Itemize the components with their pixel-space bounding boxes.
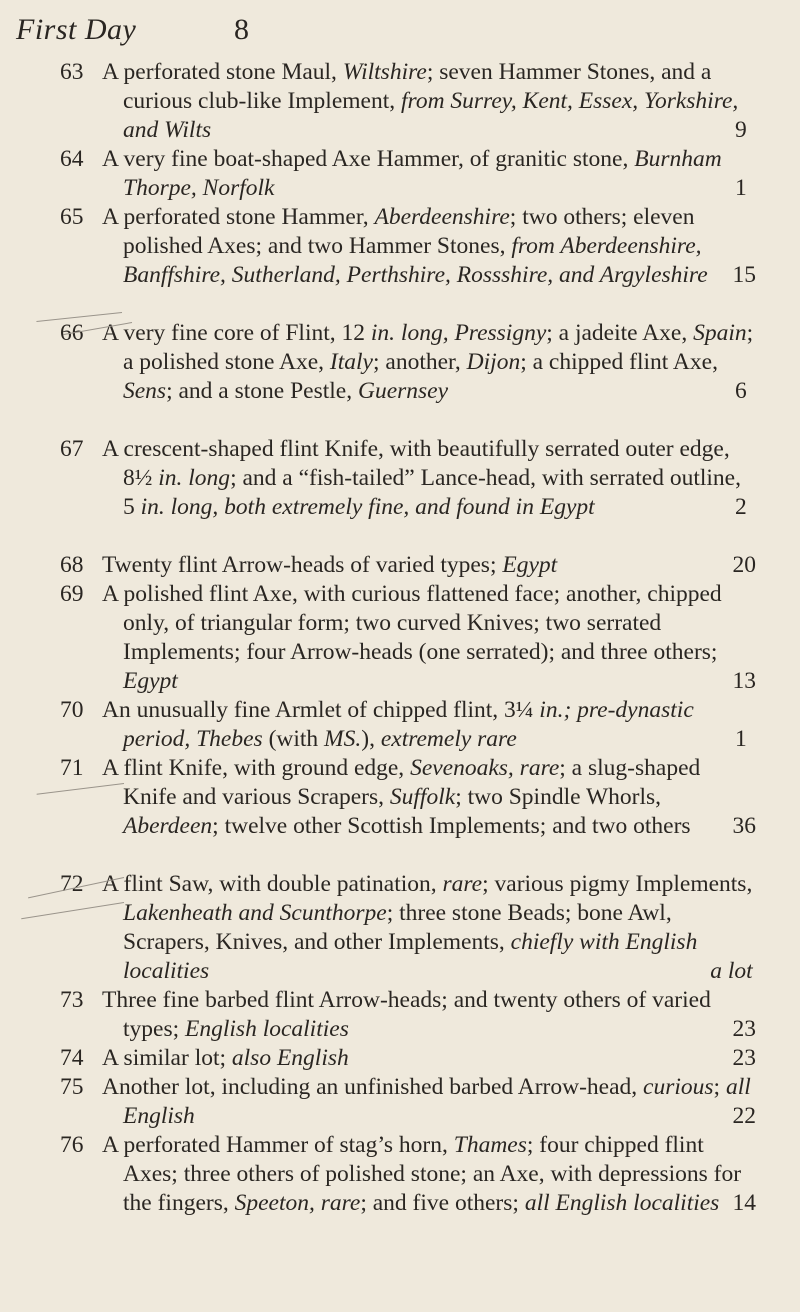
lot-description-italic: Suffolk	[389, 784, 456, 810]
lot-number: 72	[60, 871, 84, 897]
lot-description-text: ; two Spindle Whorls,	[455, 784, 662, 810]
lot-description-text: A very fine core of Flint, 12	[102, 320, 371, 346]
lot-number: 76	[60, 1132, 84, 1158]
lot-description-text: A similar lot;	[102, 1045, 232, 1071]
lot-description-text: ; three stone Beads; bone Awl, Scrapers, Knives, and other Implements,	[123, 900, 672, 955]
lot-entry	[60, 203, 756, 290]
lot-description-italic: extremely rare	[380, 726, 517, 752]
lot-description-italic: Wiltshire	[342, 59, 427, 85]
lot-description	[102, 986, 756, 1044]
lot-number: 74	[60, 1045, 84, 1071]
lot-description	[102, 1044, 756, 1073]
lot-quantity: 13	[732, 668, 756, 694]
lot-description-italic: in.; pre-dynastic period, Thebes	[123, 697, 694, 752]
lot-description-text: Another lot, including an unfinished barbed Arrow-head,	[102, 1074, 644, 1100]
lot-description-italic: also English	[231, 1045, 349, 1071]
lot-description-text: An unusually fine Armlet of chipped flint, 3¼	[102, 697, 540, 723]
lot-description-text: ; another,	[372, 349, 467, 375]
lot-entry	[60, 319, 756, 406]
lot-description-text: ; two others; eleven polished Axes; and two Hammer Stones,	[123, 204, 695, 259]
lot-number: 66	[60, 320, 84, 346]
lot-description-text: ; seven Hammer Stones, and a curious club-like Implement,	[123, 59, 712, 114]
lot-description-text: ; twelve other Scottish Implements; and two others	[212, 813, 691, 839]
lot-description	[102, 1131, 756, 1218]
lot-description-text: ),	[361, 726, 381, 752]
lot-description-text: Twenty flint Arrow-heads of varied types;	[102, 552, 503, 578]
lot-number: 65	[60, 204, 84, 230]
lot-description-italic: from Surrey, Kent, Essex, Yorkshire, and Wilts	[123, 88, 739, 143]
lot-description-text: ; a polished stone Axe,	[123, 320, 754, 375]
lot-entry	[60, 870, 756, 986]
page-number: 8	[234, 13, 250, 46]
lot-description-italic: Egypt	[502, 552, 558, 578]
lot-entry	[60, 986, 756, 1044]
lot-description-italic: in. long, Pressigny	[370, 320, 547, 346]
lot-description-text: A polished flint Axe, with curious flattened face; another, chipped only, of triangular form; two curved Knives; two serrated Implements; four Arrow-heads (one serrated); and three others;	[102, 581, 722, 665]
lot-entry	[60, 580, 756, 696]
lot-description-italic: in. long, both extremely fine, and found in Egypt	[140, 494, 595, 520]
lot-description-italic: from Aberdeenshire, Banffshire, Sutherland, Perthshire, Rossshire, and Argyleshire	[123, 233, 708, 288]
lot-description-text: (with	[262, 726, 325, 752]
lot-entry	[60, 696, 756, 754]
lot-quantity: 23	[732, 1045, 756, 1071]
lot-entry	[60, 754, 756, 841]
lot-description	[102, 754, 756, 841]
lot-description	[102, 435, 756, 522]
page-title: First Day	[16, 13, 137, 46]
lot-description	[102, 551, 756, 580]
lot-number: 73	[60, 987, 84, 1013]
lot-description-italic: all English	[123, 1074, 751, 1129]
lot-description-text: A flint Saw, with double patination,	[102, 871, 443, 897]
lot-number: 63	[60, 59, 84, 85]
lot-description-italic: all English localities	[524, 1190, 720, 1216]
lot-description-italic: curious	[643, 1074, 714, 1100]
lot-description-italic: Aberdeenshire	[374, 204, 510, 230]
lot-description	[102, 319, 756, 406]
lot-description-italic: Sens	[123, 378, 167, 404]
lot-description-text: A crescent-shaped flint Knife, with beautifully serrated outer edge, 8½	[102, 436, 730, 491]
lot-quantity: 36	[732, 813, 756, 839]
lot-number: 71	[60, 755, 84, 781]
lot-entry	[60, 58, 756, 145]
lot-description	[102, 870, 756, 986]
lot-description	[102, 145, 756, 203]
lot-description-italic: in. long	[158, 465, 231, 491]
lot-description-italic: Speeton, rare	[234, 1190, 361, 1216]
lot-description-italic: Egypt	[123, 668, 178, 694]
lot-quantity: 2	[748, 493, 756, 522]
lot-description-italic: rare	[442, 871, 483, 897]
lot-description-text: A very fine boat-shaped Axe Hammer, of granitic stone,	[102, 146, 635, 172]
lot-number: 67	[60, 436, 84, 462]
lot-description	[102, 203, 756, 290]
lot-description-italic: Italy	[329, 349, 373, 375]
lot-entry	[60, 1131, 756, 1218]
lot-description-italic: Guernsey	[357, 378, 449, 404]
lot-description-text: ; and a stone Pestle,	[166, 378, 358, 404]
lot-quantity: 6	[748, 377, 756, 406]
lot-description-italic: Aberdeen	[123, 813, 213, 839]
lot-quantity: 9	[748, 116, 756, 145]
lot-description	[102, 58, 756, 145]
lot-description-text: ;	[713, 1074, 726, 1100]
lot-description-italic: Spain	[693, 320, 747, 346]
lot-number: 70	[60, 697, 84, 723]
lot-description-italic: MS.	[324, 726, 362, 752]
lot-description-text: A perforated stone Hammer,	[102, 204, 375, 230]
lot-description-text: ; and a “fish-tailed” Lance-head, with serrated outline, 5	[123, 465, 741, 520]
lot-entry	[60, 145, 756, 203]
lot-description-text: ; a chipped flint Axe,	[520, 349, 718, 375]
lot-description-text: ; a slug-shaped Knife and various Scrapers,	[123, 755, 701, 810]
lot-description-italic: Thames	[453, 1132, 527, 1158]
lot-description-text: ; four chipped flint Axes; three others of polished stone; an Axe, with depressions for the fingers,	[123, 1132, 742, 1216]
lot-description	[102, 696, 756, 754]
lot-number: 68	[60, 552, 84, 578]
lot-description-italic: Dijon	[466, 349, 521, 375]
lot-entry	[60, 435, 756, 522]
lot-description-text: Three fine barbed flint Arrow-heads; and twenty others of varied types;	[102, 987, 711, 1042]
lot-quantity: 1	[748, 174, 756, 203]
lot-entry	[60, 1073, 756, 1131]
lot-quantity: 20	[732, 552, 756, 578]
lot-description-text: A perforated Hammer of stag’s horn,	[102, 1132, 454, 1158]
lot-quantity: a lot	[723, 957, 756, 986]
lot-description-italic: English localities	[185, 1016, 349, 1042]
lot-description-italic: Sevenoaks, rare	[410, 755, 560, 781]
lot-description-text: A flint Knife, with ground edge,	[102, 755, 411, 781]
lot-number: 75	[60, 1074, 84, 1100]
lot-number: 69	[60, 581, 84, 607]
lot-description	[102, 1073, 756, 1131]
lot-description-text: A perforated stone Maul,	[102, 59, 343, 85]
lot-description-text: ; various pigmy Implements,	[482, 871, 753, 897]
page-header	[16, 10, 256, 50]
lot-quantity: 14	[732, 1190, 756, 1216]
lot-entry	[60, 551, 756, 580]
lot-quantity: 15	[732, 262, 756, 288]
lot-description-text: ; and five others;	[360, 1190, 525, 1216]
lot-description-italic: Lakenheath and Scunthorpe	[123, 900, 387, 926]
lot-description-text: ; a jadeite Axe,	[546, 320, 694, 346]
lot-quantity: 1	[748, 725, 756, 754]
lot-quantity: 23	[732, 1016, 756, 1042]
lot-description-italic: chiefly with English localities	[123, 929, 698, 984]
lot-description	[102, 580, 756, 696]
lot-quantity: 22	[732, 1103, 756, 1129]
lot-description-italic: Burnham Thorpe, Norfolk	[123, 146, 722, 201]
lot-number: 64	[60, 146, 84, 172]
lot-entry	[60, 1044, 756, 1073]
